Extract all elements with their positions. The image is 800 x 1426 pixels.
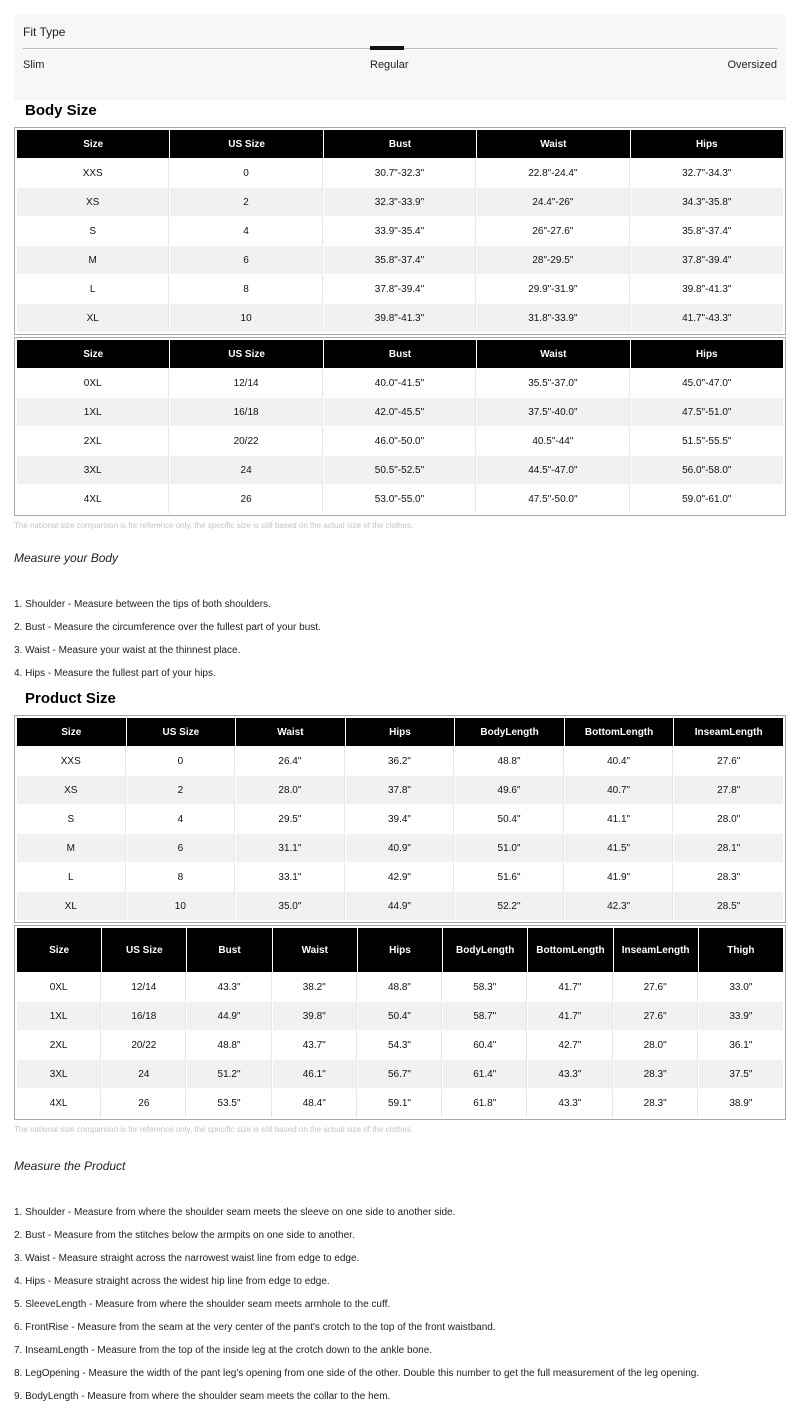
size-table bbox=[16, 927, 784, 1118]
body-size-note: The national size comparison is for reference only, the specific size is still based on the actual size of the clothes. bbox=[14, 521, 414, 530]
table-row bbox=[17, 427, 783, 455]
table-cell: 40.7" bbox=[565, 776, 674, 804]
table-cell: 39.8" bbox=[273, 1002, 357, 1030]
table-cell: 28.3" bbox=[674, 863, 783, 891]
table-cell: 43.3" bbox=[187, 973, 271, 1001]
table-cell: 51.0" bbox=[455, 834, 564, 862]
product-step: 2. Bust - Measure from the stitches below the armpits on one side to another. bbox=[14, 1230, 355, 1241]
table-cell: 4 bbox=[127, 805, 236, 833]
table-cell: 24 bbox=[102, 1060, 186, 1088]
table-cell: 4XL bbox=[17, 485, 169, 513]
table-cell: 4XL bbox=[17, 1089, 101, 1117]
column-header: US Size bbox=[170, 130, 322, 158]
table-cell: 29.5" bbox=[236, 805, 345, 833]
product-step: 4. Hips - Measure straight across the widest hip line from edge to edge. bbox=[14, 1276, 330, 1287]
body-step: 2. Bust - Measure the circumference over the fullest part of your bust. bbox=[14, 622, 321, 633]
product-size-title: Product Size bbox=[25, 690, 116, 707]
table-cell: 47.5"-51.0" bbox=[631, 398, 783, 426]
table-cell: 41.5" bbox=[565, 834, 674, 862]
column-header: Size bbox=[17, 130, 169, 158]
table-cell: 42.9" bbox=[346, 863, 455, 891]
column-header: Thigh bbox=[699, 928, 783, 972]
table-cell: 35.5"-37.0" bbox=[477, 369, 629, 397]
table-cell: 51.2" bbox=[187, 1060, 271, 1088]
table-cell: 0XL bbox=[17, 973, 101, 1001]
fit-type-marker bbox=[370, 46, 404, 50]
table-cell: 3XL bbox=[17, 456, 169, 484]
table-cell: 10 bbox=[127, 892, 236, 920]
table-row bbox=[17, 275, 783, 303]
column-header: Bust bbox=[324, 340, 476, 368]
table-cell: 48.8" bbox=[187, 1031, 271, 1059]
column-header: BottomLength bbox=[528, 928, 612, 972]
table-cell: 40.5"-44" bbox=[477, 427, 629, 455]
table-row bbox=[17, 159, 783, 187]
table-cell: 36.1" bbox=[699, 1031, 783, 1059]
table-cell: 54.3" bbox=[358, 1031, 442, 1059]
size-table bbox=[16, 339, 784, 514]
size-table bbox=[16, 129, 784, 333]
table-cell: 33.9" bbox=[699, 1002, 783, 1030]
product-step: 5. SleeveLength - Measure from where the shoulder seam meets armhole to the cuff. bbox=[14, 1299, 391, 1310]
table-row bbox=[17, 973, 783, 1001]
table-cell: 51.6" bbox=[455, 863, 564, 891]
table-cell: 26.4" bbox=[236, 747, 345, 775]
table-cell: 40.0"-41.5" bbox=[324, 369, 476, 397]
table-row bbox=[17, 246, 783, 274]
column-header: Hips bbox=[358, 928, 442, 972]
table-cell: 48.8" bbox=[358, 973, 442, 1001]
table-row bbox=[17, 892, 783, 920]
column-header: Waist bbox=[477, 130, 629, 158]
body-step: 1. Shoulder - Measure between the tips of both shoulders. bbox=[14, 599, 271, 610]
table-cell: M bbox=[17, 246, 169, 274]
table-cell: 12/14 bbox=[170, 369, 322, 397]
fit-option-oversized: Oversized bbox=[727, 59, 777, 71]
column-header: Hips bbox=[346, 718, 455, 746]
product-step: 3. Waist - Measure straight across the narrowest waist line from edge to edge. bbox=[14, 1253, 360, 1264]
column-header: BottomLength bbox=[565, 718, 674, 746]
table-cell: 36.2" bbox=[346, 747, 455, 775]
table-cell: 41.7" bbox=[528, 1002, 612, 1030]
table-cell: 0 bbox=[170, 159, 322, 187]
table-cell: 22.8"-24.4" bbox=[477, 159, 629, 187]
body-size-title: Body Size bbox=[25, 102, 97, 119]
table-cell: 10 bbox=[170, 304, 322, 332]
table-cell: 6 bbox=[170, 246, 322, 274]
table-cell: 0 bbox=[127, 747, 236, 775]
table-cell: 51.5"-55.5" bbox=[631, 427, 783, 455]
column-header: BodyLength bbox=[443, 928, 527, 972]
table-cell: L bbox=[17, 275, 169, 303]
table-cell: 53.0"-55.0" bbox=[324, 485, 476, 513]
table-cell: 46.0"-50.0" bbox=[324, 427, 476, 455]
table-row bbox=[17, 747, 783, 775]
table-cell: 4 bbox=[170, 217, 322, 245]
table-cell: 33.9"-35.4" bbox=[324, 217, 476, 245]
table-cell: 32.3"-33.9" bbox=[324, 188, 476, 216]
table-row bbox=[17, 456, 783, 484]
table-cell: 39.4" bbox=[346, 805, 455, 833]
product-size-note: The national size comparison is for reference only, the specific size is still based on the actual size of the clothes. bbox=[14, 1125, 414, 1134]
table-cell: 8 bbox=[170, 275, 322, 303]
table-cell: 37.8" bbox=[346, 776, 455, 804]
table-cell: 20/22 bbox=[102, 1031, 186, 1059]
table-cell: 2 bbox=[170, 188, 322, 216]
table-header-row bbox=[17, 928, 783, 972]
column-header: Bust bbox=[324, 130, 476, 158]
table-row bbox=[17, 834, 783, 862]
table-cell: 30.7"-32.3" bbox=[324, 159, 476, 187]
table-cell: S bbox=[17, 217, 169, 245]
table-cell: 1XL bbox=[17, 1002, 101, 1030]
column-header: Waist bbox=[236, 718, 345, 746]
table-cell: 44.5"-47.0" bbox=[477, 456, 629, 484]
table-header-row bbox=[17, 718, 783, 746]
column-header: US Size bbox=[127, 718, 236, 746]
body-size-table-2 bbox=[14, 337, 786, 516]
table-cell: 44.9" bbox=[187, 1002, 271, 1030]
table-cell: 37.8"-39.4" bbox=[631, 246, 783, 274]
table-cell: 59.0"-61.0" bbox=[631, 485, 783, 513]
table-cell: 31.8"-33.9" bbox=[477, 304, 629, 332]
table-cell: 34.3"-35.8" bbox=[631, 188, 783, 216]
product-step: 8. LegOpening - Measure the width of the pant leg's opening from one side of the other. Double this number to get the full measurement of the leg opening. bbox=[14, 1368, 700, 1379]
table-cell: 40.9" bbox=[346, 834, 455, 862]
table-cell: 28.3" bbox=[614, 1089, 698, 1117]
table-cell: 33.0" bbox=[699, 973, 783, 1001]
table-cell: 58.3" bbox=[443, 973, 527, 1001]
body-step: 3. Waist - Measure your waist at the thinnest place. bbox=[14, 645, 241, 656]
table-cell: 16/18 bbox=[102, 1002, 186, 1030]
column-header: BodyLength bbox=[455, 718, 564, 746]
table-row bbox=[17, 304, 783, 332]
product-size-table-1 bbox=[14, 715, 786, 923]
table-cell: 41.7"-43.3" bbox=[631, 304, 783, 332]
table-cell: 38.2" bbox=[273, 973, 357, 1001]
table-cell: 61.4" bbox=[443, 1060, 527, 1088]
table-cell: 6 bbox=[127, 834, 236, 862]
table-cell: 26 bbox=[170, 485, 322, 513]
table-cell: 56.0"-58.0" bbox=[631, 456, 783, 484]
table-cell: 43.3" bbox=[528, 1060, 612, 1088]
column-header: US Size bbox=[170, 340, 322, 368]
table-cell: 42.3" bbox=[565, 892, 674, 920]
table-cell: S bbox=[17, 805, 126, 833]
table-cell: 59.1" bbox=[358, 1089, 442, 1117]
table-row bbox=[17, 1002, 783, 1030]
column-header: Waist bbox=[477, 340, 629, 368]
table-cell: 56.7" bbox=[358, 1060, 442, 1088]
table-cell: XS bbox=[17, 188, 169, 216]
table-cell: 40.4" bbox=[565, 747, 674, 775]
fit-type-title: Fit Type bbox=[23, 25, 66, 39]
table-cell: XS bbox=[17, 776, 126, 804]
table-row bbox=[17, 1060, 783, 1088]
table-cell: 48.4" bbox=[273, 1089, 357, 1117]
table-cell: 50.5"-52.5" bbox=[324, 456, 476, 484]
table-cell: 43.3" bbox=[528, 1089, 612, 1117]
table-cell: 27.6" bbox=[614, 973, 698, 1001]
table-cell: L bbox=[17, 863, 126, 891]
table-cell: 2 bbox=[127, 776, 236, 804]
table-cell: 28.1" bbox=[674, 834, 783, 862]
table-row bbox=[17, 398, 783, 426]
table-cell: XL bbox=[17, 892, 126, 920]
table-cell: 47.5"-50.0" bbox=[477, 485, 629, 513]
table-cell: 28.0" bbox=[236, 776, 345, 804]
table-cell: 27.6" bbox=[674, 747, 783, 775]
size-table bbox=[16, 717, 784, 921]
table-cell: 33.1" bbox=[236, 863, 345, 891]
table-cell: 38.9" bbox=[699, 1089, 783, 1117]
measure-product-heading: Measure the Product bbox=[14, 1159, 126, 1173]
table-cell: 37.5"-40.0" bbox=[477, 398, 629, 426]
table-cell: 27.8" bbox=[674, 776, 783, 804]
table-cell: 12/14 bbox=[102, 973, 186, 1001]
table-cell: 50.4" bbox=[358, 1002, 442, 1030]
product-step: 9. BodyLength - Measure from where the shoulder seam meets the collar to the hem. bbox=[14, 1391, 391, 1402]
column-header: Hips bbox=[631, 130, 783, 158]
table-cell: 1XL bbox=[17, 398, 169, 426]
table-cell: 41.1" bbox=[565, 805, 674, 833]
table-cell: 26"-27.6" bbox=[477, 217, 629, 245]
table-header-row bbox=[17, 340, 783, 368]
table-cell: 2XL bbox=[17, 1031, 101, 1059]
table-row bbox=[17, 1031, 783, 1059]
column-header: Size bbox=[17, 928, 101, 972]
table-cell: 35.8"-37.4" bbox=[631, 217, 783, 245]
table-cell: 35.0" bbox=[236, 892, 345, 920]
product-step: 6. FrontRise - Measure from the seam at the very center of the pant's crotch to the top of the front waistband. bbox=[14, 1322, 496, 1333]
table-row bbox=[17, 188, 783, 216]
table-cell: 41.7" bbox=[528, 973, 612, 1001]
table-row bbox=[17, 863, 783, 891]
table-cell: 24.4"-26" bbox=[477, 188, 629, 216]
table-cell: 37.5" bbox=[699, 1060, 783, 1088]
body-step: 4. Hips - Measure the fullest part of your hips. bbox=[14, 668, 216, 679]
table-cell: 48.8" bbox=[455, 747, 564, 775]
table-cell: 26 bbox=[102, 1089, 186, 1117]
column-header: InseamLength bbox=[674, 718, 783, 746]
table-row bbox=[17, 369, 783, 397]
column-header: InseamLength bbox=[614, 928, 698, 972]
table-row bbox=[17, 485, 783, 513]
table-cell: 44.9" bbox=[346, 892, 455, 920]
table-cell: XL bbox=[17, 304, 169, 332]
table-cell: 24 bbox=[170, 456, 322, 484]
table-cell: 49.6" bbox=[455, 776, 564, 804]
product-size-table-2 bbox=[14, 925, 786, 1120]
table-cell: 35.8"-37.4" bbox=[324, 246, 476, 274]
table-cell: 29.9"-31.9" bbox=[477, 275, 629, 303]
column-header: Waist bbox=[273, 928, 357, 972]
product-step: 1. Shoulder - Measure from where the shoulder seam meets the sleeve on one side to another side. bbox=[14, 1207, 456, 1218]
table-cell: 20/22 bbox=[170, 427, 322, 455]
table-cell: 28.3" bbox=[614, 1060, 698, 1088]
fit-option-regular: Regular bbox=[370, 59, 409, 71]
table-cell: 37.8"-39.4" bbox=[324, 275, 476, 303]
table-header-row bbox=[17, 130, 783, 158]
product-step: 7. InseamLength - Measure from the top of the inside leg at the crotch down to the ankle bone. bbox=[14, 1345, 433, 1356]
column-header: US Size bbox=[102, 928, 186, 972]
table-row bbox=[17, 805, 783, 833]
table-row bbox=[17, 1089, 783, 1117]
fit-option-slim: Slim bbox=[23, 59, 45, 71]
column-header: Size bbox=[17, 340, 169, 368]
table-cell: 42.7" bbox=[528, 1031, 612, 1059]
table-cell: 43.7" bbox=[273, 1031, 357, 1059]
table-cell: 8 bbox=[127, 863, 236, 891]
column-header: Size bbox=[17, 718, 126, 746]
measure-body-heading: Measure your Body bbox=[14, 551, 119, 565]
table-cell: 28.0" bbox=[674, 805, 783, 833]
table-cell: 46.1" bbox=[273, 1060, 357, 1088]
table-cell: 0XL bbox=[17, 369, 169, 397]
table-cell: M bbox=[17, 834, 126, 862]
table-cell: 58.7" bbox=[443, 1002, 527, 1030]
table-cell: 41.9" bbox=[565, 863, 674, 891]
table-cell: 28"-29.5" bbox=[477, 246, 629, 274]
fit-type-panel bbox=[14, 14, 786, 100]
table-cell: XXS bbox=[17, 159, 169, 187]
column-header: Hips bbox=[631, 340, 783, 368]
table-cell: 39.8"-41.3" bbox=[324, 304, 476, 332]
body-size-table-1 bbox=[14, 127, 786, 335]
table-cell: 39.8"-41.3" bbox=[631, 275, 783, 303]
column-header: Bust bbox=[187, 928, 271, 972]
table-cell: 28.0" bbox=[614, 1031, 698, 1059]
table-cell: 53.5" bbox=[187, 1089, 271, 1117]
table-cell: XXS bbox=[17, 747, 126, 775]
table-cell: 3XL bbox=[17, 1060, 101, 1088]
table-cell: 16/18 bbox=[170, 398, 322, 426]
table-cell: 42.0"-45.5" bbox=[324, 398, 476, 426]
table-row bbox=[17, 217, 783, 245]
table-cell: 32.7"-34.3" bbox=[631, 159, 783, 187]
table-cell: 28.5" bbox=[674, 892, 783, 920]
table-cell: 2XL bbox=[17, 427, 169, 455]
table-cell: 50.4" bbox=[455, 805, 564, 833]
table-cell: 61.8" bbox=[443, 1089, 527, 1117]
table-cell: 60.4" bbox=[443, 1031, 527, 1059]
table-cell: 27.6" bbox=[614, 1002, 698, 1030]
table-cell: 45.0"-47.0" bbox=[631, 369, 783, 397]
table-cell: 52.2" bbox=[455, 892, 564, 920]
table-row bbox=[17, 776, 783, 804]
table-cell: 31.1" bbox=[236, 834, 345, 862]
